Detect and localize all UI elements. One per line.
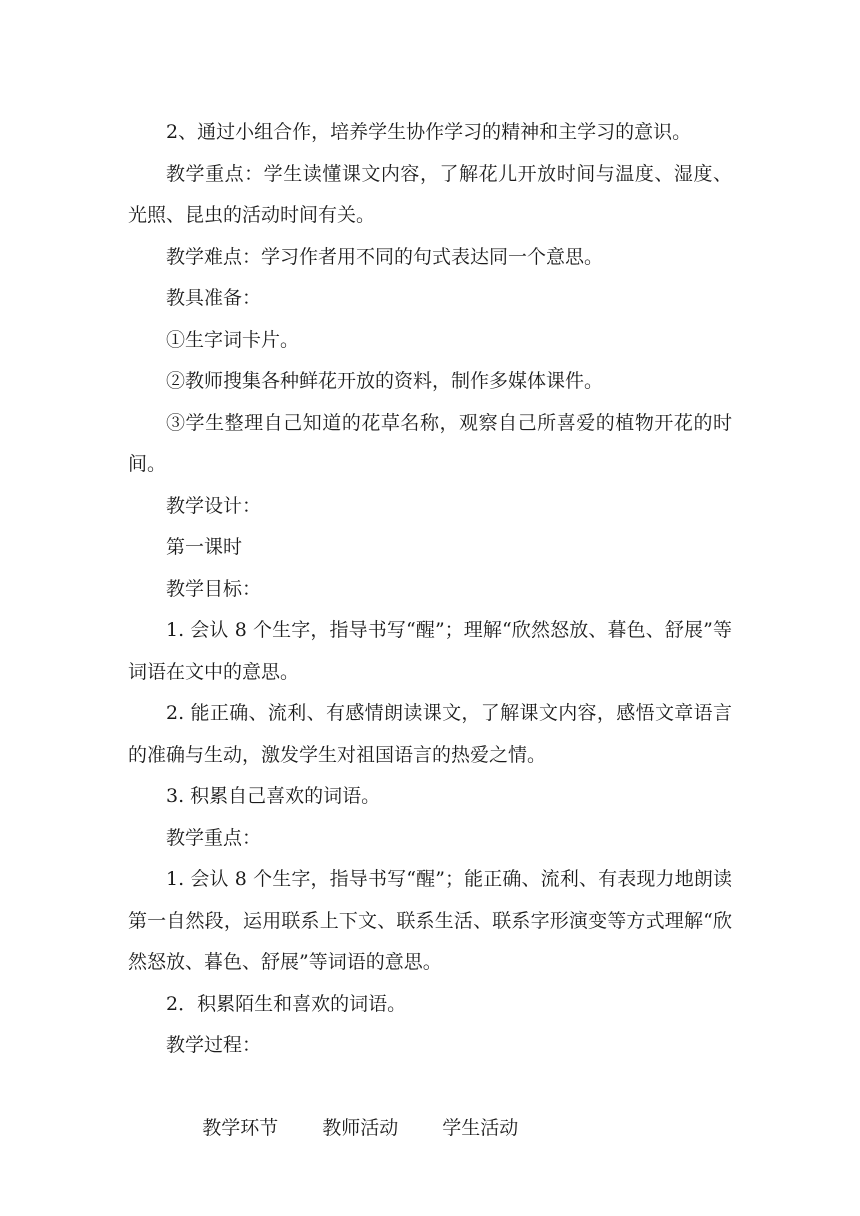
paragraph-process-heading: 教学过程： xyxy=(166,1034,262,1056)
paragraph-focus-2: 2．积累陌生和喜欢的词语。 xyxy=(166,992,407,1015)
paragraph-materials-heading: 教具准备： xyxy=(166,287,262,309)
paragraph-objective-2: 2. 能正确、流利、有感情朗读课文，了解课文内容，感悟文章语言的准确与生动，激发学生对祖国语言的热爱之情。 xyxy=(128,702,732,766)
paragraph-material-1: ①生字词卡片。 xyxy=(166,328,300,351)
table-header-teacher: 教师活动 xyxy=(322,1117,399,1139)
paragraph-teaching-difficulty: 教学难点：学习作者用不同的句式表达同一个意思。 xyxy=(166,245,604,268)
table-header-student: 学生活动 xyxy=(442,1117,519,1139)
paragraph-objective-1: 1. 会认 8 个生字，指导书写“醒”；理解“欣然怒放、暮色、舒展”等词语在文中的意思。 xyxy=(128,619,732,683)
table-header-stage: 教学环节 xyxy=(202,1117,279,1139)
paragraph-material-3: ③学生整理自己知道的花草名称，观察自己所喜爱的植物开花的时间。 xyxy=(128,411,732,475)
document-body xyxy=(128,112,732,1191)
paragraph-design-heading: 教学设计： xyxy=(166,494,262,517)
table-header-row xyxy=(128,1067,732,1192)
paragraph-focus-1: 1. 会认 8 个生字，指导书写“醒”；能正确、流利、有表现力地朗读第一自然段，运用联系上下文、联系生活、联系字形演变等方式理解“欣然怒放、暮色、舒展”等词语的意思。 xyxy=(128,868,732,973)
paragraph-objectives-heading: 教学目标： xyxy=(166,577,262,600)
paragraph-focus-heading: 教学重点： xyxy=(166,826,262,849)
paragraph-first-lesson: 第一课时 xyxy=(166,536,243,558)
paragraph-material-2: ②教师搜集各种鲜花开放的资料，制作多媒体课件。 xyxy=(166,370,604,392)
paragraph-objective-3: 3. 积累自己喜欢的词语。 xyxy=(166,785,381,807)
paragraph-goal-2: 2、通过小组合作，培养学生协作学习的精神和主学习的意识。 xyxy=(166,121,692,143)
paragraph-teaching-focus: 教学重点：学生读懂课文内容，了解花儿开放时间与温度、湿度、光照、昆虫的活动时间有关。 xyxy=(128,162,732,226)
